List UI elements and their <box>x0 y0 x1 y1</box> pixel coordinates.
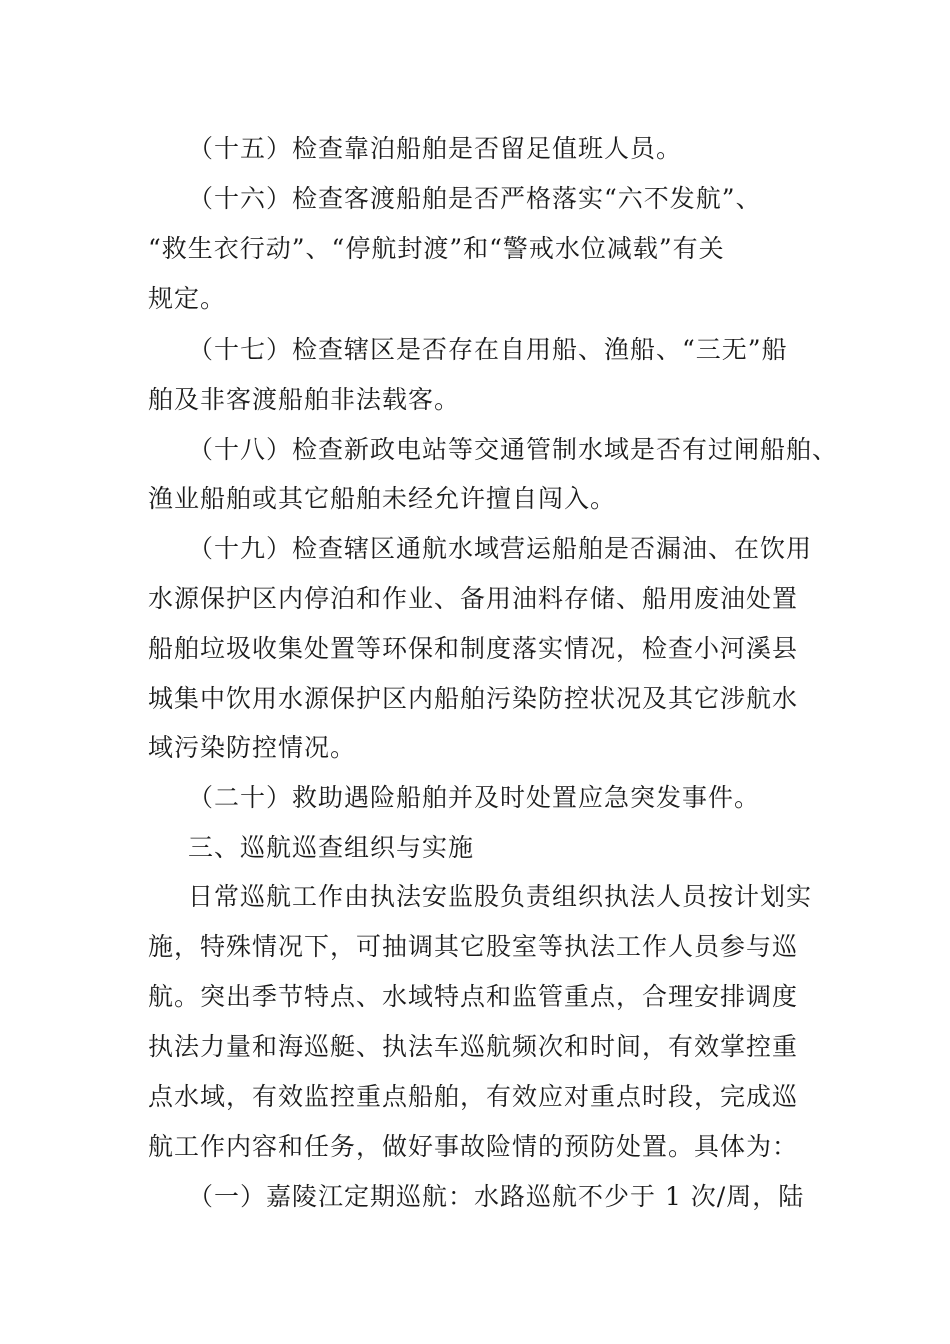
text-line: （一）嘉陵江定期巡航：水路巡航不少于 1 次/周，陆 <box>188 1182 805 1211</box>
text-line: 域污染防控情况。 <box>148 733 357 762</box>
text-line: （十七）检查辖区是否存在自用船、渔船、“三无”船 <box>188 335 788 364</box>
text-line: 航工作内容和任务，做好事故险情的预防处置。具体为： <box>148 1132 799 1161</box>
text-line: 渔业船舶或其它船舶未经允许擅自闯入。 <box>148 484 617 513</box>
text-line: 执法力量和海巡艇、执法车巡航频次和时间，有效掌控重 <box>148 1032 799 1061</box>
text-line: 施，特殊情况下，可抽调其它股室等执法工作人员参与巡 <box>148 932 799 961</box>
text-line: （二十）救助遇险船舶并及时处置应急突发事件。 <box>188 783 761 812</box>
text-line: 日常巡航工作由执法安监股负责组织执法人员按计划实 <box>188 882 813 911</box>
text-line: 城集中饮用水源保护区内船舶污染防控状况及其它涉航水 <box>148 684 799 713</box>
text-line: （十五）检查靠泊船舶是否留足值班人员。 <box>188 134 683 163</box>
text-line: （十八）检查新政电站等交通管制水域是否有过闸船舶、 <box>188 435 839 464</box>
text-line: 舶及非客渡船舶非法载客。 <box>148 385 461 414</box>
section-heading: 三、巡航巡查组织与实施 <box>188 833 475 862</box>
text-line: 点水域，有效监控重点船舶，有效应对重点时段，完成巡 <box>148 1082 799 1111</box>
text-line: 规定。 <box>148 284 227 313</box>
text-line: 水源保护区内停泊和作业、备用油料存储、船用废油处置 <box>148 584 799 613</box>
text-line: 船舶垃圾收集处置等环保和制度落实情况，检查小河溪县 <box>148 634 799 663</box>
text-line: “救生衣行动”、“停航封渡”和“警戒水位减载”有关 <box>148 234 725 263</box>
text-line: 航。突出季节特点、水域特点和监管重点，合理安排调度 <box>148 982 799 1011</box>
text-line: （十九）检查辖区通航水域营运船舶是否漏油、在饮用 <box>188 534 813 563</box>
text-line: （十六）检查客渡船舶是否严格落实“六不发航”、 <box>188 184 762 213</box>
